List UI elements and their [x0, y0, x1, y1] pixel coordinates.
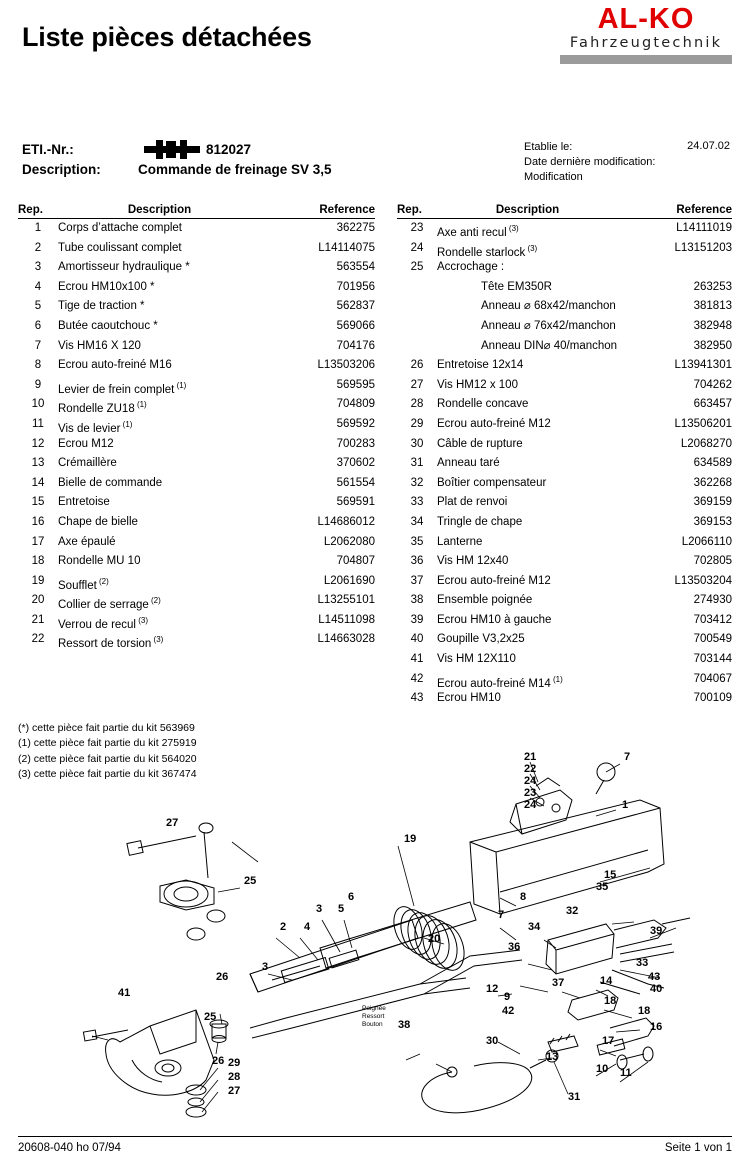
cell-reference: 702805: [693, 555, 732, 568]
svg-text:35: 35: [596, 881, 609, 893]
poignee-label-line3: Bouton: [362, 1021, 383, 1028]
page-title: Liste pièces détachées: [22, 22, 312, 52]
cell-reference: 703412: [693, 613, 732, 626]
cell-description-footnote-marker: (2): [96, 576, 109, 586]
table-row: [397, 650, 732, 670]
table-row: [18, 395, 375, 415]
svg-text:34: 34: [528, 921, 541, 933]
cell-reference: 382950: [693, 339, 732, 352]
table-row: [397, 611, 732, 631]
description-label: Description:: [22, 162, 101, 177]
cell-description: Vis de levier $^{(1)}$: [58, 419, 133, 435]
svg-text:32: 32: [566, 905, 579, 917]
page-footer: [18, 1136, 732, 1154]
table-row: [18, 474, 375, 494]
svg-text:26: 26: [216, 971, 229, 983]
cell-description: Accrochage :: [437, 261, 505, 274]
cell-reference: 703144: [693, 653, 732, 666]
cell-reference: 382948: [693, 319, 732, 332]
cell-reference: 362275: [336, 222, 375, 234]
cell-reference: 704067: [693, 672, 732, 685]
table-row: [397, 415, 732, 435]
svg-text:26: 26: [212, 1055, 225, 1067]
column-header-reference: Reference: [319, 204, 375, 216]
cell-reference: [646, 258, 732, 278]
cell-reference: 701956: [336, 280, 375, 293]
cell-reference: L14111019: [676, 222, 732, 234]
cell-rep: 29: [410, 417, 424, 430]
svg-text:8: 8: [520, 891, 527, 903]
column-header-description: Description: [127, 204, 192, 216]
cell-rep: 35: [410, 535, 424, 548]
cell-rep: 36: [410, 555, 424, 568]
table-row: [18, 435, 375, 455]
svg-text:39: 39: [650, 925, 663, 937]
cell-rep: 43: [410, 692, 424, 705]
cell-description: Tube coulissant complet: [58, 241, 182, 254]
meta-block: [18, 140, 732, 198]
cell-description: Lanterne: [437, 535, 483, 548]
cell-reference: L14686012: [317, 515, 375, 528]
cell-description: Amortisseur hydraulique *: [58, 261, 190, 274]
table-header-right: [397, 204, 732, 219]
cell-rep: 6: [34, 319, 42, 332]
cell-rep: 10: [31, 398, 45, 411]
svg-text:41: 41: [118, 987, 131, 999]
cell-description: Chape de bielle: [58, 515, 138, 528]
svg-text:18: 18: [604, 995, 617, 1007]
cell-reference: 700109: [693, 692, 732, 705]
cell-rep: 7: [34, 339, 42, 352]
table-row: [18, 356, 375, 376]
svg-text:38: 38: [398, 1019, 411, 1031]
svg-text:31: 31: [568, 1091, 581, 1103]
cell-rep: 4: [34, 280, 42, 293]
cell-description-footnote-marker: (3): [506, 224, 519, 233]
cell-rep: [397, 317, 437, 337]
cell-description: Ecrou HM10: [437, 692, 501, 705]
cell-rep: 16: [31, 515, 45, 528]
svg-text:3: 3: [316, 903, 323, 915]
cell-reference: L13506201: [674, 417, 732, 430]
table-body-left: [18, 219, 375, 650]
cell-description-footnote-marker: (2): [148, 596, 161, 606]
footnote-line: (3) cette pièce fait partie du kit 367474: [18, 768, 197, 781]
cell-description: Collier de serrage $^{(2)}$: [58, 596, 161, 612]
svg-text:7: 7: [498, 909, 505, 921]
table-row: [397, 219, 732, 239]
cell-rep: 26: [410, 359, 424, 372]
cell-description: Ressort de torsion $^{(3)}$: [58, 635, 164, 651]
table-row: [397, 552, 732, 572]
cell-description: Plat de renvoi: [437, 496, 508, 509]
cell-description-footnote-marker: (3): [151, 635, 164, 645]
eti-number-label: ETI.-Nr.:: [22, 142, 74, 157]
cell-description: Ecrou HM10 à gauche: [437, 613, 552, 626]
cell-reference: 704176: [336, 339, 375, 352]
svg-text:40: 40: [650, 983, 663, 995]
table-row: [397, 454, 732, 474]
cell-description: Anneau ⌀ 68x42/manchon: [481, 300, 616, 313]
svg-text:12: 12: [486, 983, 499, 995]
table-row: [18, 376, 375, 396]
cell-description: Goupille V3,2x25: [437, 633, 525, 646]
cell-description: Câble de rupture: [437, 437, 523, 450]
cell-description: Verrou de recul $^{(3)}$: [58, 615, 148, 631]
cell-reference: 381813: [693, 300, 732, 313]
table-row: [397, 630, 732, 650]
table-row: [397, 435, 732, 455]
cell-reference: 700283: [336, 437, 375, 450]
exploded-diagram: [0, 742, 750, 1132]
cell-rep: 34: [410, 515, 424, 528]
cell-description: Rondelle concave: [437, 398, 529, 411]
table-row: [18, 337, 375, 357]
cell-reference: L2066110: [681, 535, 732, 548]
cell-reference: 569595: [336, 378, 375, 391]
cell-reference: L13503204: [674, 574, 732, 587]
table-row: [18, 415, 375, 435]
cell-rep: 21: [31, 613, 45, 626]
table-row: [397, 376, 732, 396]
cell-reference: 704262: [693, 378, 732, 391]
table-row: [397, 572, 732, 592]
svg-text:4: 4: [304, 921, 311, 933]
svg-text:2: 2: [280, 921, 287, 933]
cell-description: Butée caoutchouc *: [58, 319, 158, 332]
table-body-right: [397, 219, 732, 709]
table-row: [397, 493, 732, 513]
cell-description: Entretoise 12x14: [437, 359, 524, 372]
table-row: [18, 297, 375, 317]
cell-rep: 17: [31, 535, 45, 548]
cell-reference: 700549: [693, 633, 732, 646]
poignee-label-line1: Poignée: [362, 1005, 386, 1012]
footer-page-number: Seite 1 von 1: [664, 1142, 732, 1154]
cell-rep: 37: [410, 574, 424, 587]
cell-description: Anneau DIN⌀ 40/manchon: [481, 339, 618, 352]
table-row: [18, 513, 375, 533]
svg-text:5: 5: [338, 903, 345, 915]
svg-text:20: 20: [428, 933, 441, 945]
cell-rep: 23: [410, 222, 424, 234]
cell-reference: 369159: [693, 496, 732, 509]
table-row: [397, 533, 732, 553]
svg-text:17: 17: [602, 1035, 615, 1047]
cell-rep: 15: [31, 496, 45, 509]
cell-rep: 41: [410, 653, 424, 666]
table-row: [397, 297, 732, 317]
cell-reference: 562837: [336, 300, 375, 313]
cell-rep: 32: [410, 476, 424, 489]
svg-text:14: 14: [600, 975, 613, 987]
table-row: [18, 493, 375, 513]
cell-description: Ecrou auto-freiné M16: [58, 359, 172, 372]
svg-text:25: 25: [204, 1011, 217, 1023]
established-date: 24.07.02: [687, 140, 730, 152]
cell-reference: 569066: [336, 319, 375, 332]
svg-text:7: 7: [624, 751, 631, 763]
svg-text:23: 23: [524, 787, 537, 799]
column-header-reference: Reference: [676, 204, 732, 216]
brand-name: AL-KO: [597, 3, 695, 35]
brand-subtitle: Fahrzeugtechnik: [569, 35, 723, 52]
table-row: [18, 239, 375, 259]
svg-text:42: 42: [502, 1005, 515, 1017]
cell-description-footnote-marker: (1): [134, 400, 147, 410]
table-row: [18, 258, 375, 278]
cell-reference: 561554: [336, 476, 375, 489]
svg-text:19: 19: [404, 833, 417, 845]
table-row: [397, 239, 732, 259]
established-label: Etablie le:: [524, 141, 573, 153]
table-row: [397, 670, 732, 690]
table-row: [18, 533, 375, 553]
cell-reference: 362268: [693, 476, 732, 489]
cell-reference: 704809: [336, 398, 375, 411]
cell-description: Vis HM16 X 120: [58, 339, 141, 352]
table-row: [397, 591, 732, 611]
cell-rep: 11: [32, 417, 44, 430]
cell-description: Anneau ⌀ 76x42/manchon: [481, 319, 616, 332]
column-header-description: Description: [495, 204, 560, 216]
cell-rep: [397, 297, 437, 317]
table-row: [18, 591, 375, 611]
cell-rep: 39: [410, 613, 424, 626]
cell-description: Ecrou auto-freiné M14 $^{(1)}$: [437, 674, 563, 690]
cell-reference: L2062080: [323, 535, 375, 548]
cell-rep: 25: [410, 261, 424, 274]
svg-text:9: 9: [504, 991, 511, 1003]
cell-description: Crémaillère: [58, 457, 117, 470]
cell-description: Ecrou auto-freiné M12: [437, 417, 551, 430]
table-row: [18, 454, 375, 474]
eti-number-value: 812027: [206, 142, 252, 157]
table-row: [18, 572, 375, 592]
cell-reference: 634589: [693, 457, 732, 470]
cell-description: Entretoise: [58, 496, 110, 509]
cell-rep: 33: [410, 496, 424, 509]
svg-text:30: 30: [486, 1035, 499, 1047]
cell-reference: 263253: [693, 280, 732, 293]
cell-reference: 274930: [693, 594, 732, 607]
table-row: [18, 317, 375, 337]
poignee-label-line2: Ressort: [362, 1013, 385, 1020]
cell-rep: [397, 278, 437, 298]
cell-description: Tringle de chape: [437, 515, 523, 528]
cell-rep: 20: [31, 594, 45, 607]
parts-table-right: [375, 204, 732, 709]
cell-rep: 12: [31, 437, 45, 450]
established-block: [524, 140, 655, 185]
svg-text:3: 3: [262, 961, 269, 973]
table-row: [397, 356, 732, 376]
svg-text:1: 1: [622, 799, 629, 811]
cell-rep: 38: [410, 594, 424, 607]
table-row: [397, 278, 732, 298]
svg-text:11: 11: [620, 1067, 632, 1079]
table-row: [18, 611, 375, 631]
svg-text:27: 27: [166, 817, 179, 829]
cell-reference: 663457: [693, 398, 732, 411]
cell-reference: 704807: [336, 555, 375, 568]
table-row: [397, 317, 732, 337]
table-row: [397, 474, 732, 494]
cell-description: Axe épaulé: [58, 535, 116, 548]
cell-description: Soufflet $^{(2)}$: [58, 576, 109, 592]
footnote-line: (1) cette pièce fait partie du kit 275919: [18, 737, 197, 750]
cell-description: Boîtier compensateur: [437, 476, 547, 489]
svg-text:27: 27: [228, 1085, 241, 1097]
cell-description: Ecrou HM10x100 *: [58, 280, 155, 293]
cell-rep: 22: [31, 633, 45, 646]
cell-rep: 9: [34, 378, 42, 391]
svg-text:28: 28: [228, 1071, 241, 1083]
table-row: [397, 258, 732, 278]
cell-description: Vis HM 12X110: [437, 653, 516, 666]
description-value: Commande de freinage SV 3,5: [138, 162, 332, 177]
cell-reference: 569591: [336, 496, 375, 509]
cell-rep: 1: [34, 222, 42, 234]
cell-rep: 2: [34, 241, 42, 254]
svg-text:15: 15: [604, 869, 617, 881]
svg-text:10: 10: [596, 1063, 609, 1075]
cell-description-footnote-marker: (1): [120, 419, 133, 429]
table-row: [18, 278, 375, 298]
cell-rep: 24: [410, 241, 424, 254]
svg-text:13: 13: [546, 1051, 559, 1063]
cell-description: Ecrou auto-freiné M12: [437, 574, 551, 587]
svg-text:36: 36: [508, 941, 521, 953]
svg-text:43: 43: [648, 971, 661, 983]
svg-text:37: 37: [552, 977, 565, 989]
cell-reference: L13255101: [317, 594, 375, 607]
cell-rep: [397, 337, 437, 357]
cell-rep: 5: [34, 300, 42, 313]
cell-description-footnote-marker: (3): [136, 615, 148, 625]
cell-rep: 30: [410, 437, 424, 450]
cell-reference: L14663028: [317, 633, 375, 646]
table-row: [18, 552, 375, 572]
cell-description-footnote-marker: (1): [174, 380, 187, 390]
cell-rep: 8: [34, 359, 42, 372]
cell-description-footnote-marker: (1): [550, 674, 563, 684]
svg-text:24: 24: [524, 799, 537, 811]
cell-description: Rondelle MU 10: [58, 555, 141, 568]
table-row: [397, 513, 732, 533]
cell-reference: 370602: [336, 457, 375, 470]
table-row: [397, 395, 732, 415]
table-row: [18, 630, 375, 650]
table-row: [397, 689, 732, 709]
cell-rep: 13: [31, 457, 45, 470]
cell-description: Rondelle starlock $^{(3)}$: [437, 243, 538, 259]
cell-description: Vis HM12 x 100: [437, 378, 518, 391]
cell-rep: 31: [410, 457, 424, 470]
cell-description: Anneau taré: [437, 457, 500, 470]
table-row: [397, 337, 732, 357]
cell-reference: L2068270: [680, 437, 732, 450]
cell-reference: L14114075: [318, 241, 375, 254]
svg-text:6: 6: [348, 891, 355, 903]
parts-table-left: [18, 204, 375, 709]
cell-description: Bielle de commande: [58, 476, 163, 489]
document-header: [18, 0, 732, 88]
cell-reference: 369153: [693, 515, 732, 528]
cell-rep: 27: [410, 378, 424, 391]
svg-text:16: 16: [650, 1021, 663, 1033]
cell-reference: L13151203: [674, 241, 732, 254]
cell-description: Corps d’attache complet: [58, 222, 183, 234]
column-header-rep: Rep.: [397, 204, 422, 216]
cell-description: Tige de traction *: [58, 300, 145, 313]
brand-bar: [560, 55, 732, 64]
cell-rep: 19: [31, 574, 45, 587]
footnote-line: (*) cette pièce fait partie du kit 563969: [18, 721, 195, 734]
parts-tables: [18, 204, 732, 709]
cell-description: Tête EM350R: [481, 280, 552, 293]
cell-rep: 40: [410, 633, 424, 646]
table-row: [18, 219, 375, 239]
cell-rep: 14: [31, 476, 45, 489]
table-header-left: [18, 204, 375, 219]
svg-text:24: 24: [524, 775, 537, 787]
cell-reference: 569592: [336, 417, 375, 430]
cell-reference: L2061690: [323, 574, 375, 587]
footnote-line: (2) cette pièce fait partie du kit 564020: [18, 752, 197, 765]
svg-text:22: 22: [524, 763, 537, 775]
cell-reference: 563554: [336, 261, 375, 274]
cell-description: Ensemble poignée: [437, 594, 533, 607]
svg-text:33: 33: [636, 957, 649, 969]
cell-description: Vis HM 12x40: [437, 555, 509, 568]
cell-rep: 28: [410, 398, 424, 411]
cell-rep: 42: [410, 672, 424, 685]
cell-rep: 18: [31, 555, 45, 568]
svg-text:25: 25: [244, 875, 257, 887]
cell-description: Axe anti recul $^{(3)}$: [437, 224, 519, 239]
cell-reference: L13503206: [317, 359, 375, 372]
modification-label: Modification: [524, 170, 583, 183]
svg-text:21: 21: [524, 751, 537, 763]
column-header-rep: Rep.: [18, 204, 43, 216]
svg-text:18: 18: [638, 1005, 651, 1017]
brand-logo: [560, 4, 732, 64]
cell-description-footnote-marker: (3): [525, 243, 538, 253]
last-modification-label: Date dernière modification:: [524, 155, 656, 168]
cell-rep: 3: [34, 261, 42, 274]
cell-description: Rondelle ZU18 $^{(1)}$: [58, 400, 147, 416]
cell-description: Levier de frein complet $^{(1)}$: [58, 380, 187, 396]
cell-reference: L13941301: [674, 359, 732, 372]
cell-reference: L14511098: [318, 613, 375, 626]
footer-doc-code: 20608-040 ho 07/94: [18, 1142, 121, 1154]
svg-text:29: 29: [228, 1057, 241, 1069]
cell-description: Ecrou M12: [58, 437, 114, 450]
